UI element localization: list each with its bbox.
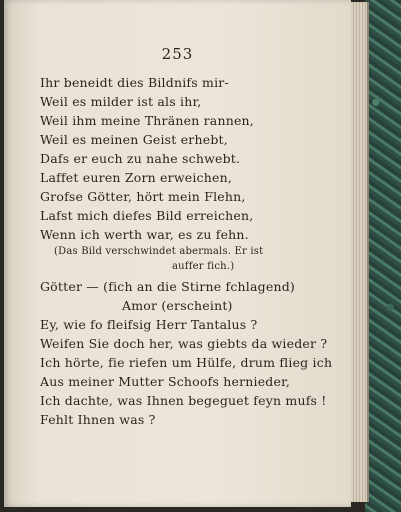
page-number: 253 xyxy=(161,45,194,63)
verse-line: Wenn ich werth war, es zu fehn. xyxy=(40,227,249,242)
verse-line: Ich hörte, fie riefen um Hülfe, drum flieg ich xyxy=(40,355,333,370)
verse-line: Weil es meinen Geist erhebt, xyxy=(40,132,228,147)
verse-line: Lafst mich diefes Bild erreichen, xyxy=(40,208,254,223)
speaker-line: Götter — (fich an die Stirne fchlagend) xyxy=(40,279,295,294)
verse-line: Fehlt Ihnen was ? xyxy=(40,412,156,427)
verse-line: Ey, wie fo fleifsig Herr Tantalus ? xyxy=(40,317,258,332)
verse-line: Laffet euren Zorn erweichen, xyxy=(40,170,232,185)
verse-line: Ihr beneidt dies Bildnifs mir- xyxy=(40,75,229,90)
stage-direction: (Das Bild verschwindet abermals. Er ist xyxy=(54,246,264,257)
verse-line: Weifen Sie doch her, was giebts da wieder ? xyxy=(40,336,328,351)
stage-direction: auffer fich.) xyxy=(172,261,235,272)
verse-line: Dafs er euch zu nahe schwebt. xyxy=(40,151,241,166)
verse-line: Grofse Götter, hört mein Flehn, xyxy=(40,189,246,204)
verse-line: Weil es milder ist als ihr, xyxy=(40,94,202,109)
verse-line: Weil ihm meine Thränen rannen, xyxy=(40,113,254,128)
verse-line: Ich dachte, was Ihnen begeguet feyn mufs ! xyxy=(40,393,327,408)
book-cover-edge xyxy=(365,0,401,512)
book-page xyxy=(4,0,351,507)
speaker-heading: Amor (erscheint) xyxy=(122,298,233,313)
verse-line: Aus meiner Mutter Schoofs hernieder, xyxy=(40,374,291,389)
